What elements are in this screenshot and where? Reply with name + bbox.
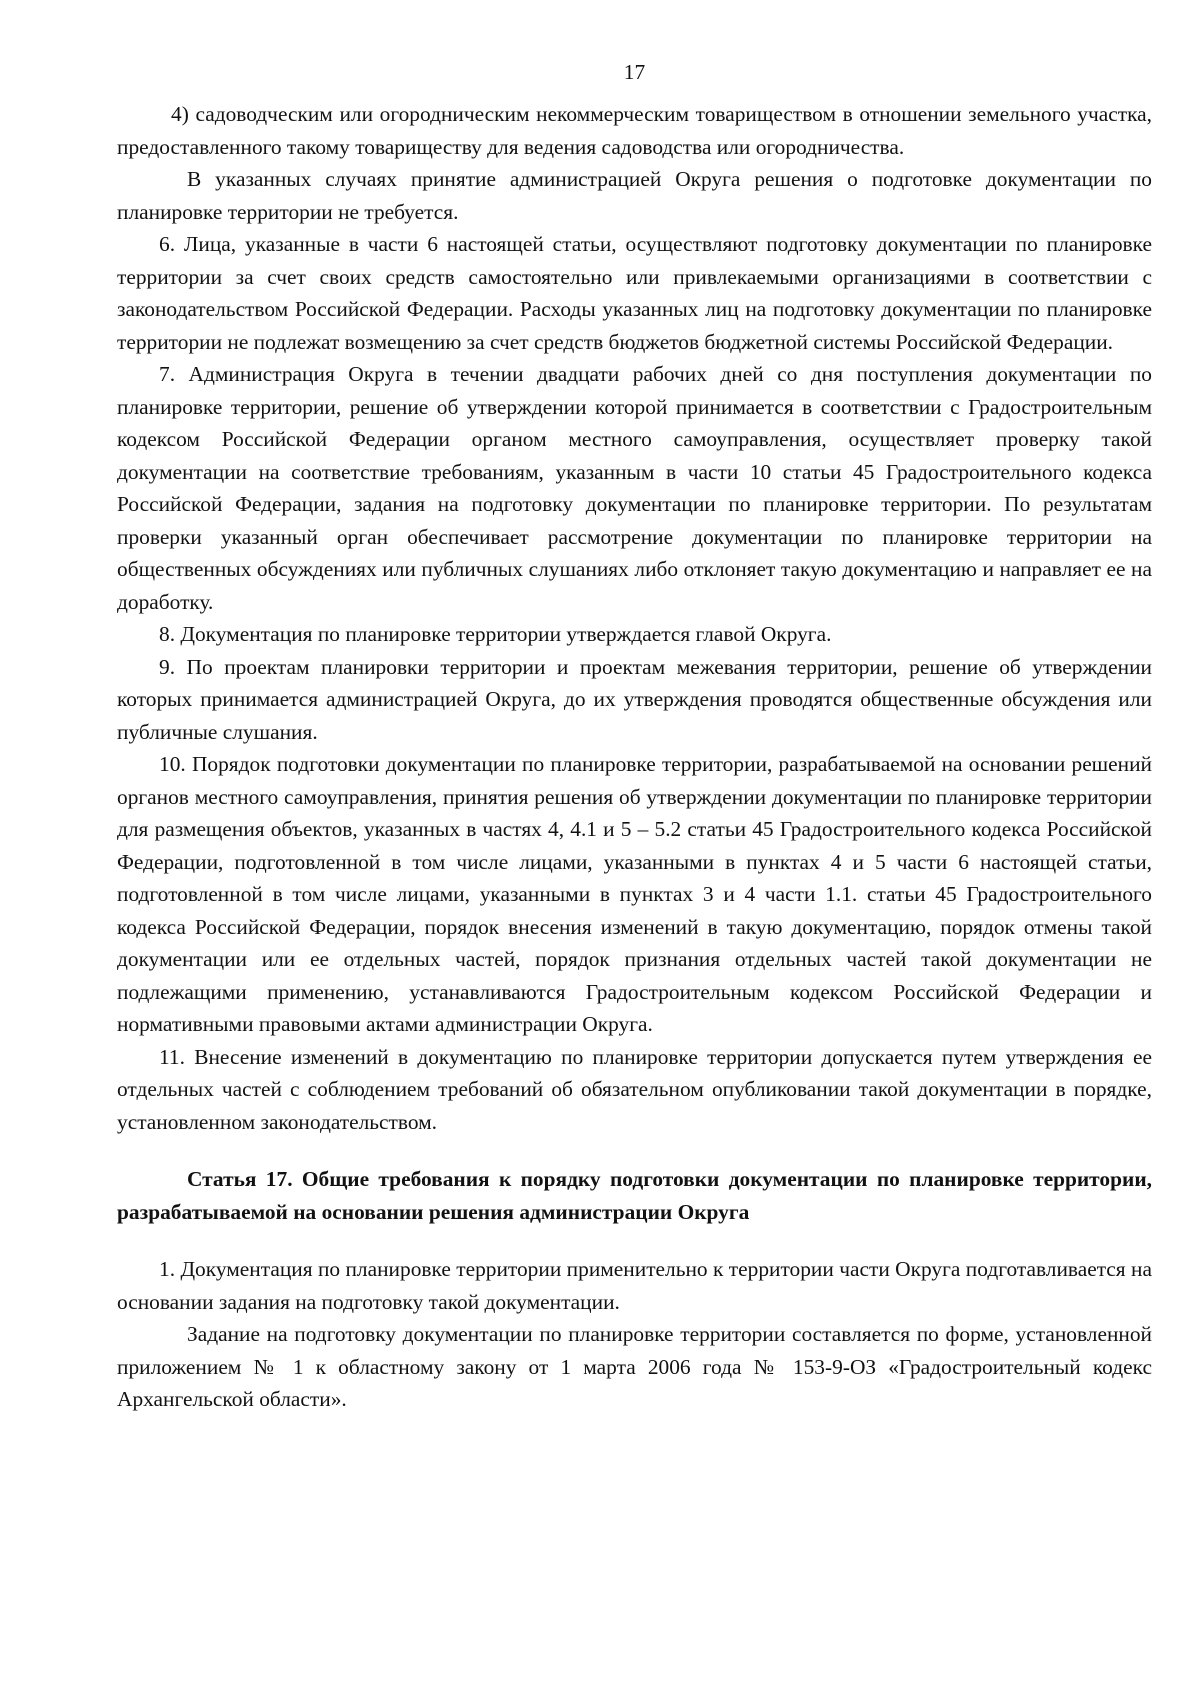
paragraph-8: 8. Документация по планировке территории утверждается главой Округа. [159, 622, 832, 646]
page-number: 17 [623, 60, 646, 84]
paragraph-note: В указанных случаях принятие администрацией Округа решения о подготовке документации по планировке территории не требуется. [117, 167, 1152, 224]
paragraph-10: 10. Порядок подготовки документации по планировке территории, разрабатываемой на основании решений органов местного самоуправления, принятия решения об утверждении документации по планировке территории для размещения объектов, указанных в частях 4, 4.1 и 5 – 5.2 статьи 45 Градостроительного кодекса Российской Федерации, подготовленной в том числе лицами, указанными в пунктах 4 и 5 части 6 настоящей статьи, подготовленной в том числе лицами, указанными в пунктах 3 и 4 части 1.1. статьи 45 Градостроительного кодекса Российской Федерации, порядок внесения изменений в такую документацию, порядок отмены такой документации или ее отдельных частей, порядок признания отдельных частей такой документации не подлежащими применению, устанавливаются Градостроительным кодексом Российской Федерации и нормативными правовыми актами администрации Округа. [117, 752, 1152, 1036]
paragraph-7: 7. Администрация Округа в течении двадцати рабочих дней со дня поступления документации по планировке территории, решение об утверждении которой принимается в соответствии с Градостроительным кодексом Российской Федерации органом местного самоуправления, осуществляет проверку такой документации на соответствие требованиям, указанным в части 10 статьи 45 Градостроительного кодекса Российской Федерации, задания на подготовку документации по планировке территории. По результатам проверки указанный орган обеспечивает рассмотрение документации по планировке территории на общественных обсуждениях или публичных слушаниях либо отклоняет такую документацию и направляет ее на доработку. [117, 362, 1152, 614]
paragraph-article-1: 1. Документация по планировке территории применительно к территории части Округа подготавливается на основании задания на подготовку такой документации. [117, 1257, 1152, 1314]
article-heading: Статья 17. Общие требования к порядку подготовки документации по планировке территории, разрабатываемой на основании решения администрации Округа [117, 1167, 1152, 1224]
paragraph-6: 6. Лица, указанные в части 6 настоящей статьи, осуществляют подготовку документации по планировке территории за счет своих средств самостоятельно или привлекаемыми организациями в соответствии с законодательством Российской Федерации. Расходы указанных лиц на подготовку документации по планировке территории не подлежат возмещению за счет средств бюджетов бюджетной системы Российской Федерации. [117, 232, 1152, 354]
paragraph-assignment: Задание на подготовку документации по планировке территории составляется по форме, установленной приложением № 1 к областному закону от 1 марта 2006 года № 153-9-ОЗ «Градостроительный кодекс Архангельской области». [117, 1322, 1152, 1411]
paragraph-9: 9. По проектам планировки территории и проектам межевания территории, решение об утверждении которых принимается администрацией Округа, до их утверждения проводятся общественные обсуждения или публичные слушания. [117, 654, 1152, 744]
paragraph-item-4: 4) садоводческим или огородническим некоммерческим товариществом в отношении земельного участка, предоставленного такому товариществу для ведения садоводства или огородничества. [117, 102, 1152, 159]
paragraph-11: 11. Внесение изменений в документацию по планировке территории допускается путем утверждения ее отдельных частей с соблюдением требований об обязательном опубликовании такой документации в порядке, установленном законодательством. [117, 1044, 1152, 1134]
